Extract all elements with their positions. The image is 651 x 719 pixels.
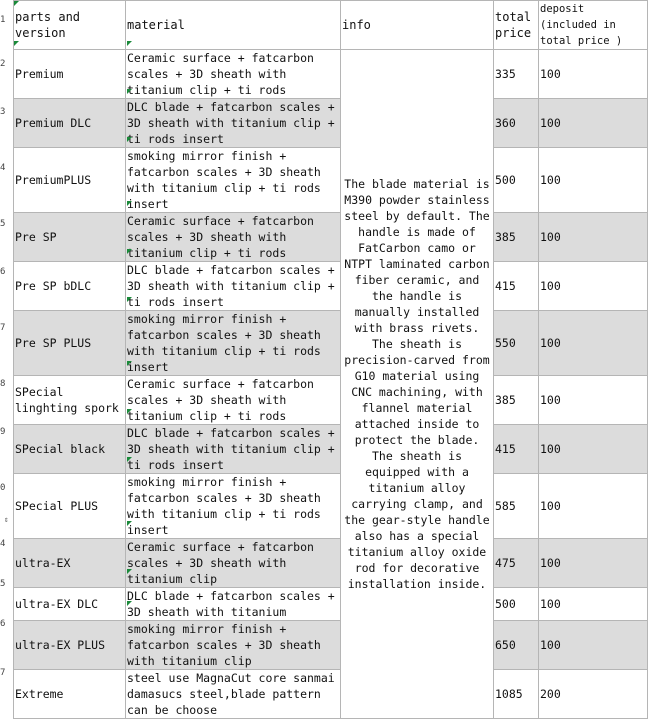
deposit-cell[interactable]: 100 [539,50,648,99]
deposit-cell[interactable]: 100 [539,213,648,262]
material-cell[interactable]: smoking mirror finish + fatcarbon scales + 3D sheath with titanium clip + ti rods insert [126,311,341,376]
version-cell[interactable]: Premium DLC [14,99,126,148]
deposit-cell[interactable]: 200 [539,670,648,719]
row-header[interactable]: 9 [0,427,6,437]
row-header[interactable]: 7 [0,667,6,678]
price-cell[interactable]: 415 [494,262,539,311]
cell-marker-icon [127,361,132,366]
price-cell[interactable]: 500 [494,148,539,213]
material-cell[interactable]: DLC blade + fatcarbon scales + 3D sheath with titanium [126,588,341,621]
price-cell[interactable]: 475 [494,539,539,588]
version-cell[interactable]: Pre SP [14,213,126,262]
table-row [14,425,648,474]
header-material[interactable]: material [126,1,341,50]
price-cell[interactable]: 385 [494,376,539,425]
row-header[interactable]: 4 [0,163,6,173]
version-cell[interactable]: ultra-EX PLUS [14,621,126,670]
cell-marker-icon [127,137,132,142]
version-cell[interactable]: Pre SP PLUS [14,311,126,376]
material-cell[interactable]: DLC blade + fatcarbon scales + 3D sheath with titanium clip + ti rods insert [126,425,341,474]
table-row [14,376,648,425]
price-cell[interactable]: 650 [494,621,539,670]
table-row [14,670,648,719]
table-row [14,539,648,588]
row-header[interactable]: 6 [0,267,6,277]
version-cell[interactable]: PremiumPLUS [14,148,126,213]
material-cell[interactable]: smoking mirror finish + fatcarbon scales + 3D sheath with titanium clip + ti rods insert [126,148,341,213]
cell-marker-icon [14,41,19,46]
table-row [14,621,648,670]
cell-marker-icon [127,409,132,414]
version-cell[interactable]: Pre SP bDLC [14,262,126,311]
header-total-price[interactable]: total price [494,1,539,50]
table-row [14,311,648,376]
cell-marker-icon [127,521,132,526]
row-header[interactable]: 5 [0,219,6,229]
price-cell[interactable]: 415 [494,425,539,474]
version-cell[interactable]: SPecial linghting spork [14,376,126,425]
version-cell[interactable]: SPecial PLUS [14,474,126,539]
cell-marker-icon [127,41,132,46]
version-cell[interactable]: Extreme [14,670,126,719]
row-header[interactable]: 8 [0,379,6,389]
version-cell[interactable]: ultra-EX DLC [14,588,126,621]
deposit-cell[interactable]: 100 [539,376,648,425]
row-header[interactable]: 7 [0,323,6,333]
cell-marker-icon [127,89,132,94]
row-resize-icon[interactable]: ⇕ [4,515,9,524]
deposit-cell[interactable]: 100 [539,148,648,213]
table-row [14,262,648,311]
row-header[interactable]: 0 [0,483,6,493]
row-header[interactable]: 4 [0,539,6,549]
cell-marker-icon [127,297,132,302]
row-header[interactable]: 5 [0,579,6,589]
row-header[interactable]: 6 [0,619,6,629]
row-header[interactable]: 3 [0,107,6,117]
table-row [14,99,648,148]
header-deposit[interactable]: deposit (included in total price ) [539,1,648,50]
cell-marker-icon [127,201,132,206]
price-cell[interactable]: 500 [494,588,539,621]
deposit-cell[interactable]: 100 [539,99,648,148]
material-cell[interactable]: DLC blade + fatcarbon scales + 3D sheath with titanium clip + ti rods insert [126,262,341,311]
version-cell[interactable]: SPecial black [14,425,126,474]
cell-marker-icon [14,1,19,6]
price-cell[interactable]: 1085 [494,670,539,719]
table-row [14,474,648,539]
material-cell[interactable]: Ceramic surface + fatcarbon scales + 3D sheath with titanium clip + ti rods [126,376,341,425]
price-cell[interactable]: 585 [494,474,539,539]
price-cell[interactable]: 550 [494,311,539,376]
info-cell[interactable]: The blade material is M390 powder stainless steel by default. The handle is made of FatCarbon camo or NTPT laminated carbon fiber ceramic, and the handle is manually installed with brass rivets. The sheath is precision-carved from G10 material using CNC machining, with flannel material attached inside to protect the blade. The sheath is equipped with a titanium alloy carrying clamp, and the gear-style handle also has a special titanium alloy oxide rod for decorative installation inside. [341,50,494,719]
cell-marker-icon [127,457,132,462]
price-cell[interactable]: 360 [494,99,539,148]
material-cell[interactable]: smoking mirror finish + fatcarbon scales + 3D sheath with titanium clip [126,621,341,670]
table-row [14,213,648,262]
cell-marker-icon [127,249,132,254]
deposit-cell[interactable]: 100 [539,311,648,376]
material-cell[interactable]: Ceramic surface + fatcarbon scales + 3D sheath with titanium clip [126,539,341,588]
header-parts-version[interactable]: parts and version [14,1,126,50]
material-cell[interactable]: Ceramic surface + fatcarbon scales + 3D sheath with titanium clip + ti rods [126,213,341,262]
version-cell[interactable]: ultra-EX [14,539,126,588]
header-row [14,1,648,50]
cell-marker-icon [127,569,132,574]
row-header[interactable]: 2 [0,59,6,69]
version-cell[interactable]: Premium [14,50,126,99]
price-cell[interactable]: 335 [494,50,539,99]
price-cell[interactable]: 385 [494,213,539,262]
table-row [14,50,648,99]
deposit-cell[interactable]: 100 [539,621,648,670]
row-header-1[interactable]: 1 [0,15,6,25]
price-table [13,0,648,719]
deposit-cell[interactable]: 100 [539,425,648,474]
cell-marker-icon [127,601,132,606]
header-info[interactable]: info [341,1,494,50]
deposit-cell[interactable]: 100 [539,262,648,311]
deposit-cell[interactable]: 100 [539,474,648,539]
table-row [14,148,648,213]
deposit-cell[interactable]: 100 [539,588,648,621]
material-cell[interactable]: smoking mirror finish + fatcarbon scales + 3D sheath with titanium clip + ti rods insert [126,474,341,539]
material-cell[interactable]: DLC blade + fatcarbon scales + 3D sheath with titanium clip + ti rods insert [126,99,341,148]
deposit-cell[interactable]: 100 [539,539,648,588]
table-row [14,588,648,621]
material-cell[interactable]: Ceramic surface + fatcarbon scales + 3D sheath with titanium clip + ti rods [126,50,341,99]
material-cell[interactable]: steel use MagnaCut core sanmai damasucs steel,blade pattern can be choose [126,670,341,719]
